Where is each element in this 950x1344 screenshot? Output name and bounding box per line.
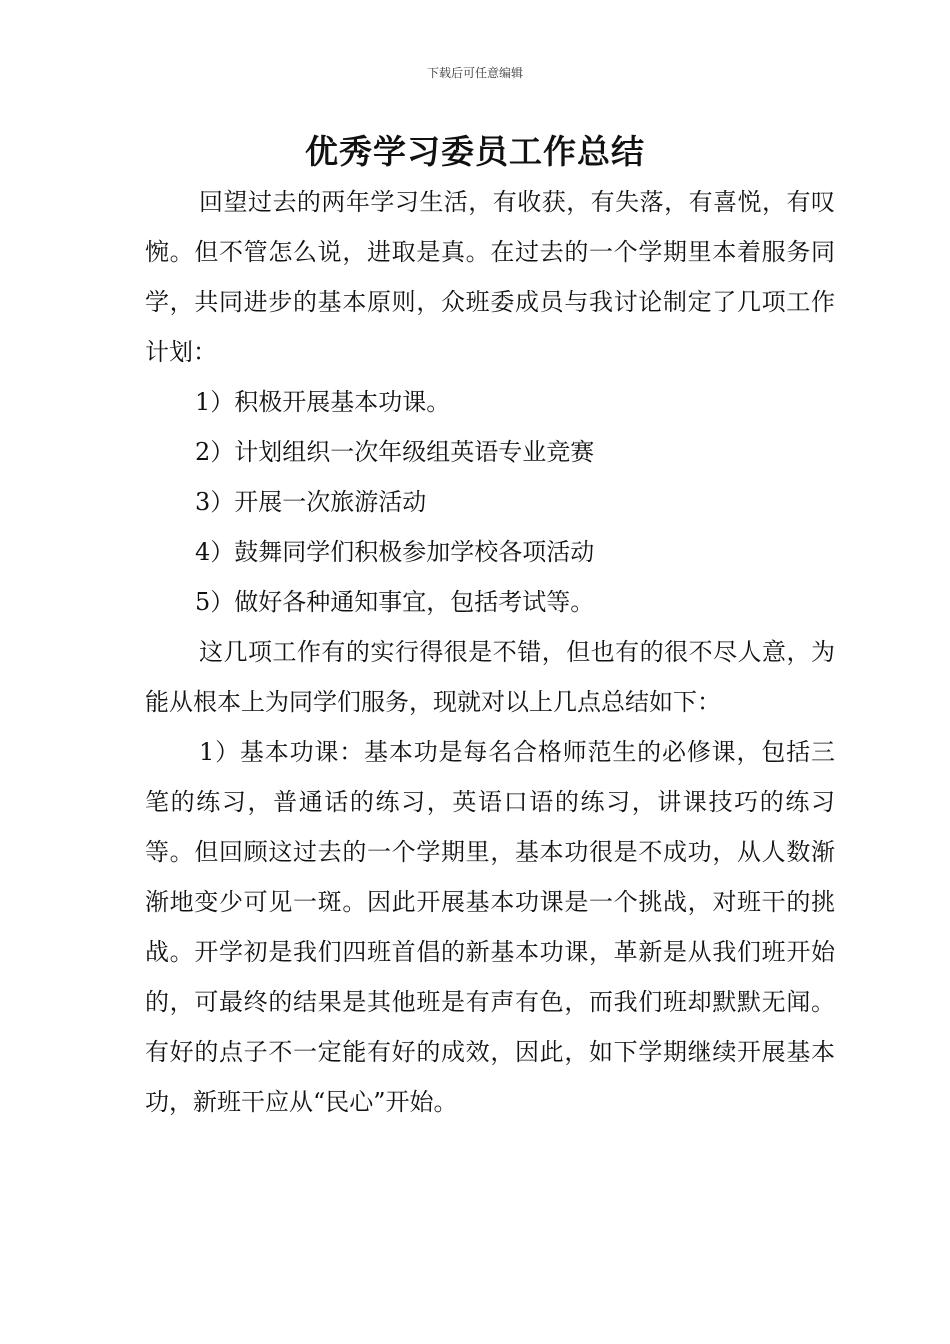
intro-paragraph: 回望过去的两年学习生活，有收获，有失落，有喜悦，有叹惋。但不管怎么说，进取是真。在过去的一个学期里本着服务同学，共同进步的基本原则，众班委成员与我讨论制定了几项工作计划：: [145, 188, 835, 366]
document-title: 优秀学习委员工作总结: [305, 132, 645, 171]
plan-item: 2）计划组织一次年级组英语专业竞赛: [195, 438, 595, 466]
header-note: 下载后可任意编辑: [426, 66, 523, 80]
plan-item: 1）积极开展基本功课。: [195, 388, 451, 416]
plan-item: 3）开展一次旅游活动: [195, 488, 427, 516]
document-body: [145, 177, 835, 1127]
plan-item: 5）做好各种通知事宜，包括考试等。: [195, 588, 595, 616]
summary-intro-paragraph: 这几项工作有的实行得很是不错，但也有的很不尽人意，为能从根本上为同学们服务，现就对以上几点总结如下：: [145, 638, 835, 716]
plan-list: [145, 377, 835, 627]
plan-item: 4）鼓舞同学们积极参加学校各项活动: [195, 538, 595, 566]
section-1-paragraph: 1）基本功课：基本功是每名合格师范生的必修课，包括三笔的练习，普通话的练习，英语口语的练习，讲课技巧的练习等。但回顾这过去的一个学期里，基本功很是不成功，从人数渐渐地变少可见一斑。因此开展基本功课是一个挑战，对班干的挑战。开学初是我们四班首倡的新基本功课，革新是从我们班开始的，可最终的结果是其他班是有声有色，而我们班却默默无闻。有好的点子不一定能有好的成效，因此，如下学期继续开展基本功，新班干应从“民心”开始。: [145, 738, 835, 1116]
